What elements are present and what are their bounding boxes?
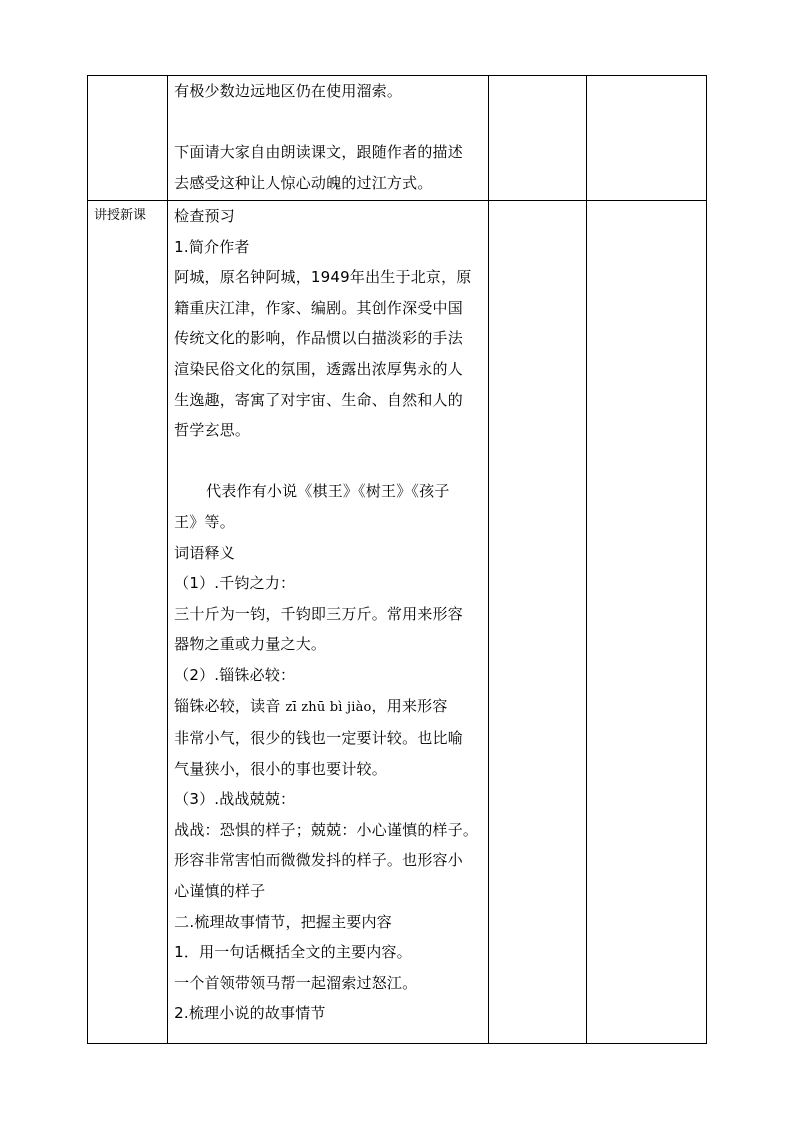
heading-line: 二.梳理故事情节，把握主要内容	[174, 912, 392, 931]
content-line: 形容非常害怕而微微发抖的样子。也形容小	[174, 851, 463, 870]
content-line: 战战：恐惧的样子；兢兢：小心谨慎的样子。	[174, 820, 479, 839]
content-line: 1．用一句话概括全文的主要内容。	[174, 943, 412, 962]
section-label-cell	[88, 76, 168, 201]
content-line	[174, 691, 488, 724]
empty-cell	[488, 76, 586, 201]
heading-line: 1.简介作者	[174, 237, 250, 256]
blank-line	[174, 446, 488, 477]
blank-line	[174, 107, 488, 138]
content-line: 生逸趣，寄寓了对宇宙、生命、自然和人的	[174, 390, 463, 409]
empty-cell	[586, 201, 706, 1044]
term-line: （3）.战战兢兢：	[174, 790, 296, 809]
content-cell	[168, 76, 489, 201]
content-line: 非常小气，很少的钱也一定要计较。也比喻	[174, 729, 463, 748]
content-line: 2.梳理小说的故事情节	[174, 1004, 326, 1023]
content-line: 气量狭小，很小的事也要计较。	[174, 759, 387, 778]
content-line: 一个首领带领马帮一起溜索过怒江。	[174, 973, 418, 992]
content-line: 代表作有小说《棋王》《树王》《孩子	[206, 482, 450, 501]
term-line: （1）.千钧之力：	[174, 574, 296, 593]
content-line: 心谨慎的样子	[174, 882, 266, 901]
content-line: 三十斤为一钧，千钧即三万斤。常用来形容	[174, 604, 463, 623]
section-label-cell	[88, 201, 168, 1044]
content-line: 下面请大家自由朗读课文，跟随作者的描述	[174, 143, 463, 162]
content-line: 器物之重或力量之大。	[174, 635, 327, 654]
content-line: 渲染民俗文化的氛围，透露出浓厚隽永的人	[174, 359, 463, 378]
lesson-plan-table	[87, 75, 707, 1044]
section-label: 讲授新课	[94, 208, 147, 223]
empty-cell	[586, 76, 706, 201]
table-row	[88, 201, 707, 1044]
heading-line: 检查预习	[174, 207, 235, 225]
pinyin-text: zī zhū bì jiào	[285, 699, 372, 715]
content-line: 传统文化的影响，作品惯以白描淡彩的手法	[174, 329, 463, 348]
content-line: 去感受这种让人惊心动魄的过江方式。	[174, 173, 433, 192]
content-text: 锱铢必较，读音	[174, 696, 281, 715]
content-line: 有极少数边远地区仍在使用溜索。	[174, 82, 403, 100]
term-line: （2）.锱铢必较：	[174, 665, 296, 684]
heading-line: 词语释义	[174, 543, 235, 562]
table-row	[88, 76, 707, 201]
content-line: 籍重庆江津，作家、编剧。其创作深受中国	[174, 298, 463, 317]
content-line: 王》等。	[174, 512, 235, 531]
content-line: 哲学玄思。	[174, 421, 251, 440]
empty-cell	[488, 201, 586, 1044]
content-text: ，用来形容	[371, 696, 448, 715]
content-cell	[168, 201, 489, 1044]
content-line: 阿城，原名钟阿城，1949年出生于北京，原	[174, 268, 472, 287]
